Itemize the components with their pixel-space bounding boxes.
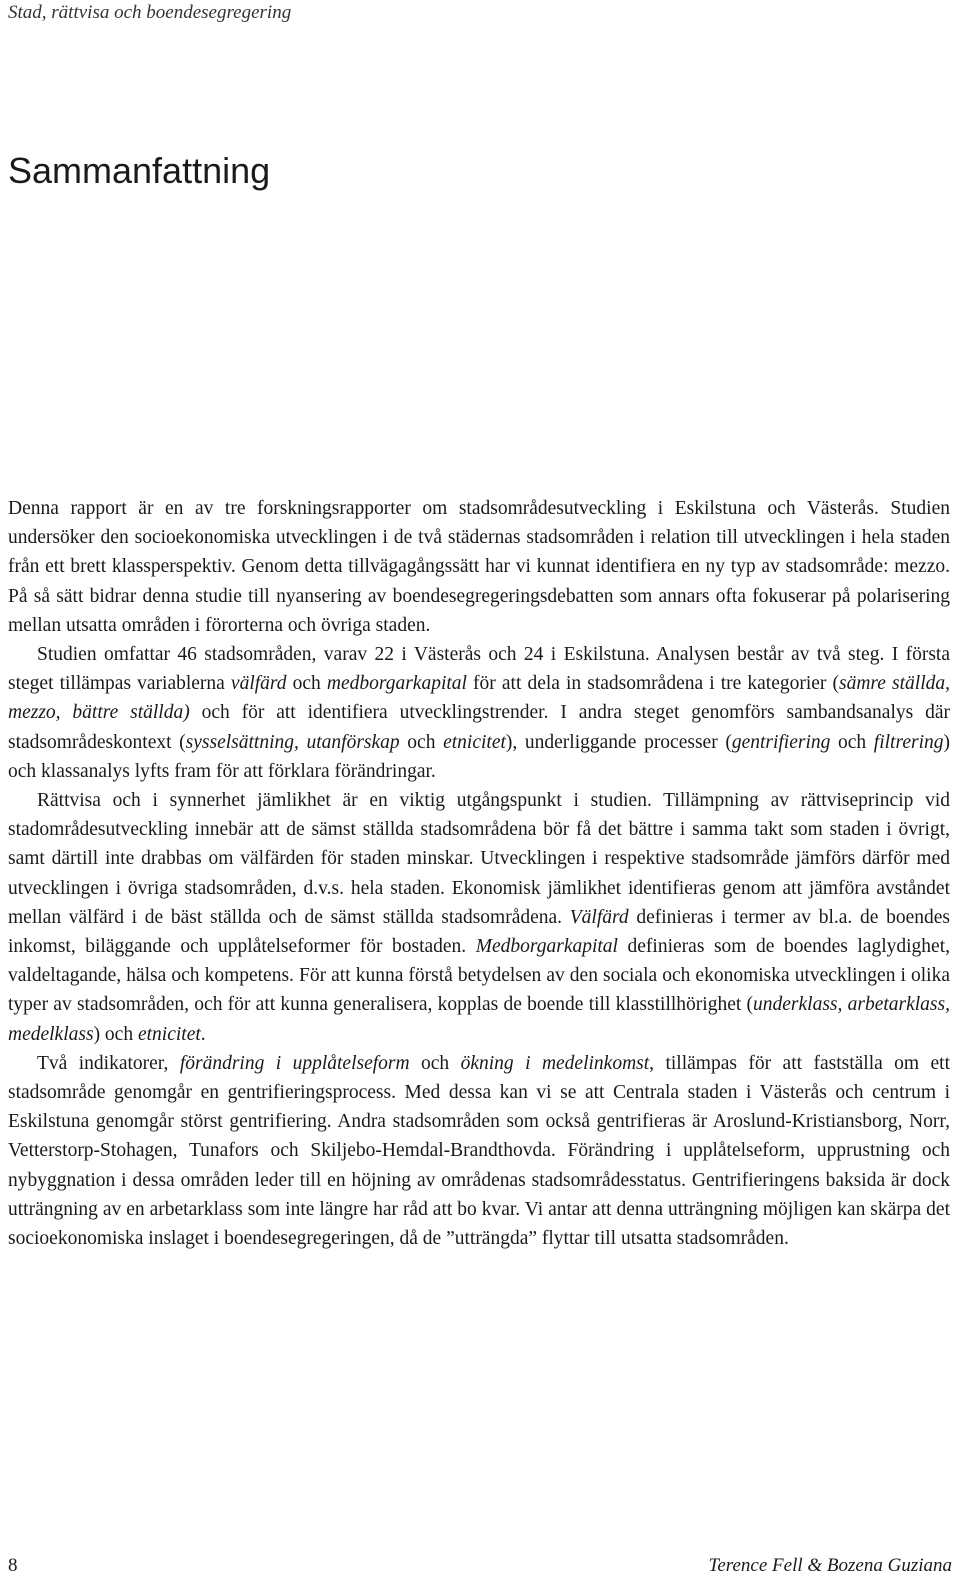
italic-term: filtrering <box>873 731 944 753</box>
text-run: Studien omfattar 46 stadsområden, varav 22 i Västerås och 24 i Eskilstuna. Analysen består av två steg. I första steget tillämpas variablerna <box>8 644 950 695</box>
text-run: och <box>399 731 444 753</box>
italic-term: förändring i upplåtelseform <box>179 1052 410 1074</box>
italic-term: gentrifiering <box>731 731 831 753</box>
italic-term: välfärd <box>230 673 287 695</box>
italic-term: underklass, arbetarklass, medelklass <box>8 994 950 1045</box>
italic-term: ökning i medelinkomst <box>460 1052 650 1074</box>
text-run: och <box>286 673 327 695</box>
body-text <box>8 494 950 1253</box>
footer-authors: Terence Fell & Bozena Guziana <box>708 1555 952 1576</box>
running-header: Stad, rättvisa och boendesegregering <box>8 2 292 23</box>
text-run: . <box>200 1023 206 1045</box>
text-run: , tillämpas för att fastställa om ett stadsområde genomgår en gentrifieringsprocess. Med dessa kan vi se att Centrala staden i Västerås och centrum i Eskilstuna genomgår störst gentrifiering. Andra stadsområden som också gentrifieras är Aroslund-Kristiansborg, Norr, Vetterstorp-Stohagen, Tunafors och Skiljebo-Hemdal-Brandthovda. Förändring i upplåtelseform, upprustning och nybyggnation i dessa områden leder till en höjning av områdenas stadsområdesstatus. Gentrifieringens baksida är dock utträngning av en arbetarklass som inte längre har råd att bo kvar. Vi antar att denna utträngning möjligen kan skärpa det socioekonomiska inslaget i boendesegregeringen, då de ”utträngda” flyttar till utsatta stadsområden. <box>8 1052 951 1250</box>
text-run: för att dela in stadsområdena i tre kategorier ( <box>466 673 839 695</box>
italic-term: medborgarkapital <box>326 673 467 695</box>
text-run: och <box>409 1052 461 1074</box>
text-run: ) och klassanalys lyfts fram för att förklara förändringar. <box>8 731 950 782</box>
text-run: Rättvisa och i synnerhet jämlikhet är en viktig utgångspunkt i studien. Tillämpning av rättviseprincip vid stadområdesutveckling innebär att de sämst ställda stadsområdena bör få det bättre i samma takt som staden i övrigt, samt därtill inte drabbas om välfärden för staden minskar. Utvecklingen i respektive stadsområde jämförs därför med utvecklingen i övriga stadsområden, d.v.s. hela staden. Ekonomisk jämlikhet identifieras genom att jämföra avståndet mellan välfärd i de bäst ställda och de sämst ställda stadsområdena. <box>8 790 950 928</box>
text-run: definieras som de boendes laglydighet, valdeltagande, hälsa och kompetens. För att kunna förstå betydelsen av den sociala och ekonomiska utvecklingen i olika typer av stadsområden, och för att kunna generalisera, kopplas de boende till klasstillhörighet ( <box>8 936 950 1016</box>
italic-term: Medborgarkapital <box>475 936 618 958</box>
paragraph-3 <box>8 786 950 1049</box>
italic-term: sysselsättning, utanförskap <box>185 731 400 753</box>
paragraph-1-text: Denna rapport är en av tre forskningsrapporter om stadsområdesutveckling i Eskilstuna och Västerås. Studien undersöker den socioekonomiska utvecklingen i de två städernas stadsområden i relation till utvecklingen i hela staden från ett brett klassperspektiv. Genom detta tillvägagångssätt har vi kunnat identifiera en ny typ av stadsområde: mezzo. På så sätt bidrar denna studie till nyansering av boendesegregeringsdebatten som annars ofta fokuserar på polarisering mellan utsatta områden i förorterna och övriga staden. <box>8 498 950 636</box>
paragraph-2 <box>8 640 950 786</box>
italic-term: etnicitet <box>443 731 506 753</box>
paragraph-1 <box>8 494 950 640</box>
page-number: 8 <box>8 1555 18 1576</box>
text-run: ), underliggande processer ( <box>505 731 732 753</box>
text-run: och <box>830 731 874 753</box>
italic-term: etnicitet <box>137 1023 201 1045</box>
italic-term: Välfärd <box>569 906 629 928</box>
text-run: definieras i termer av bl.a. de boendes inkomst, biläggande och upplåtelseformer för bostaden. <box>8 906 951 958</box>
section-title: Sammanfattning <box>8 150 271 191</box>
text-run: och för att identifiera utvecklingstrender. I andra steget genomförs sambandsanalys där stadsområdeskontext ( <box>8 702 950 753</box>
paragraph-4 <box>8 1049 950 1253</box>
italic-term: sämre ställda, mezzo, bättre ställda) <box>8 673 950 724</box>
text-run: Två indikatorer, <box>37 1052 180 1074</box>
text-run: ) och <box>93 1023 138 1045</box>
